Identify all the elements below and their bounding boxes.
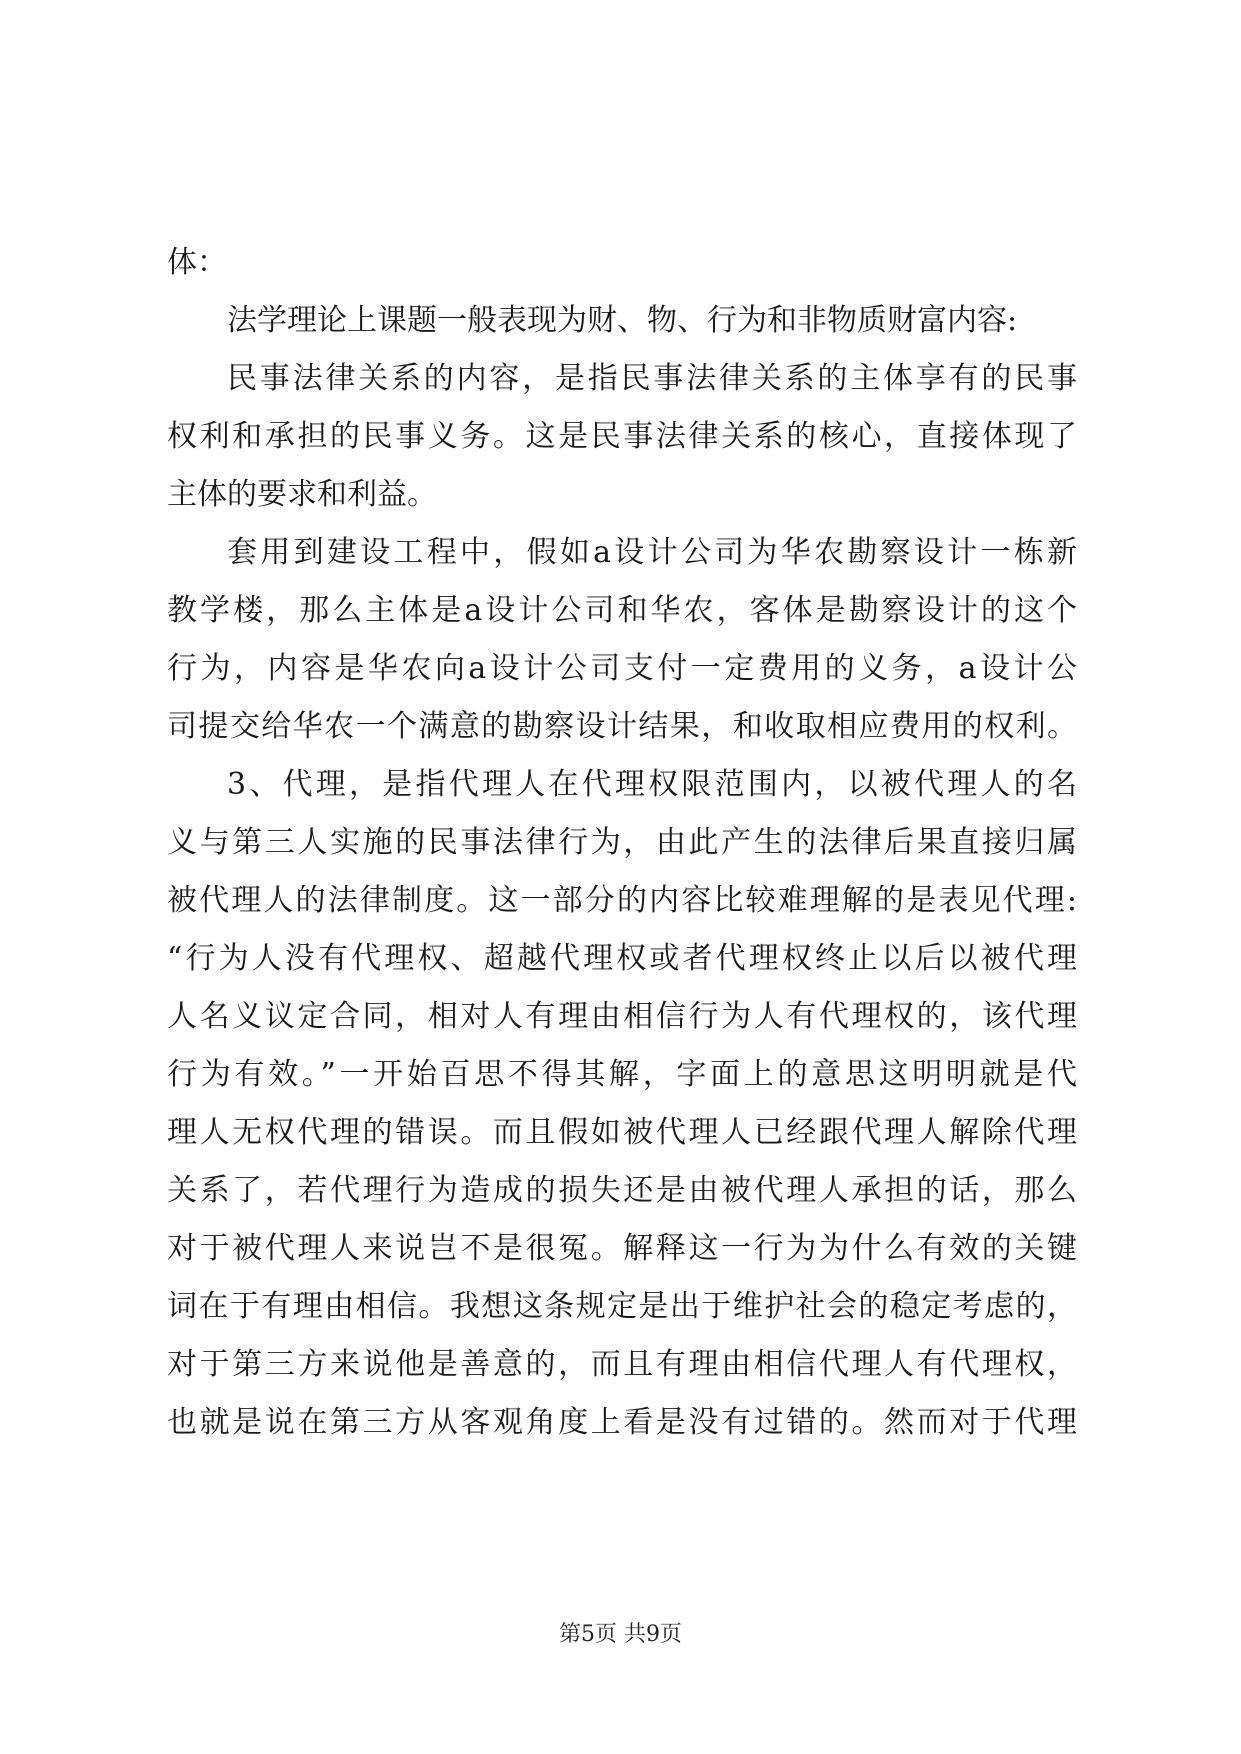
paragraph-line: 理人无权代理的错误。而且假如被代理人已经跟代理人解除代理 xyxy=(167,1115,1077,1150)
paragraph-line: 权利和承担的民事义务。这是民事法律关系的核心，直接体现了 xyxy=(167,419,1077,454)
paragraph-line: 主体的要求和利益。 xyxy=(167,477,437,512)
paragraph-line: 对于被代理人来说岂不是很冤。解释这一行为为什么有效的关键 xyxy=(167,1231,1077,1266)
paragraph-line: 行为，内容是华农向a设计公司支付一定费用的义务，a设计公 xyxy=(167,651,1077,686)
paragraph-line: 行为有效。”一开始百思不得其解，字面上的意思这明明就是代 xyxy=(167,1057,1077,1092)
paragraph-line: 体： xyxy=(167,245,227,280)
paragraph-line: 词在于有理由相信。我想这条规定是出于维护社会的稳定考虑的， xyxy=(167,1289,1077,1324)
paragraph-line: 人名义议定合同，相对人有理由相信行为人有代理权的，该代理 xyxy=(167,999,1077,1034)
paragraph-line: 关系了，若代理行为造成的损失还是由被代理人承担的话，那么 xyxy=(167,1173,1077,1208)
paragraph-line: “行为人没有代理权、超越代理权或者代理权终止以后以被代理 xyxy=(167,941,1077,976)
paragraph-line: 法学理论上课题一般表现为财、物、行为和非物质财富内容: xyxy=(227,303,1018,338)
paragraph-line: 套用到建设工程中，假如a设计公司为华农勘察设计一栋新 xyxy=(227,535,1077,570)
paragraph-line: 民事法律关系的内容，是指民事法律关系的主体享有的民事 xyxy=(227,361,1077,396)
paragraph-line: 被代理人的法律制度。这一部分的内容比较难理解的是表见代理: xyxy=(167,883,1077,918)
paragraph-line: 3、代理，是指代理人在代理权限范围内，以被代理人的名 xyxy=(227,767,1077,802)
paragraph-line: 对于第三方来说他是善意的，而且有理由相信代理人有代理权， xyxy=(167,1347,1077,1382)
page-number-footer: 第5页 共9页 xyxy=(559,1622,682,1647)
paragraph-line: 教学楼，那么主体是a设计公司和华农，客体是勘察设计的这个 xyxy=(167,593,1077,628)
document-body xyxy=(167,234,1077,1452)
paragraph-line: 司提交给华农一个满意的勘察设计结果，和收取相应费用的权利。 xyxy=(167,709,1077,744)
paragraph-line: 义与第三人实施的民事法律行为，由此产生的法律后果直接归属 xyxy=(167,825,1077,860)
paragraph-line: 也就是说在第三方从客观角度上看是没有过错的。然而对于代理 xyxy=(167,1405,1077,1440)
